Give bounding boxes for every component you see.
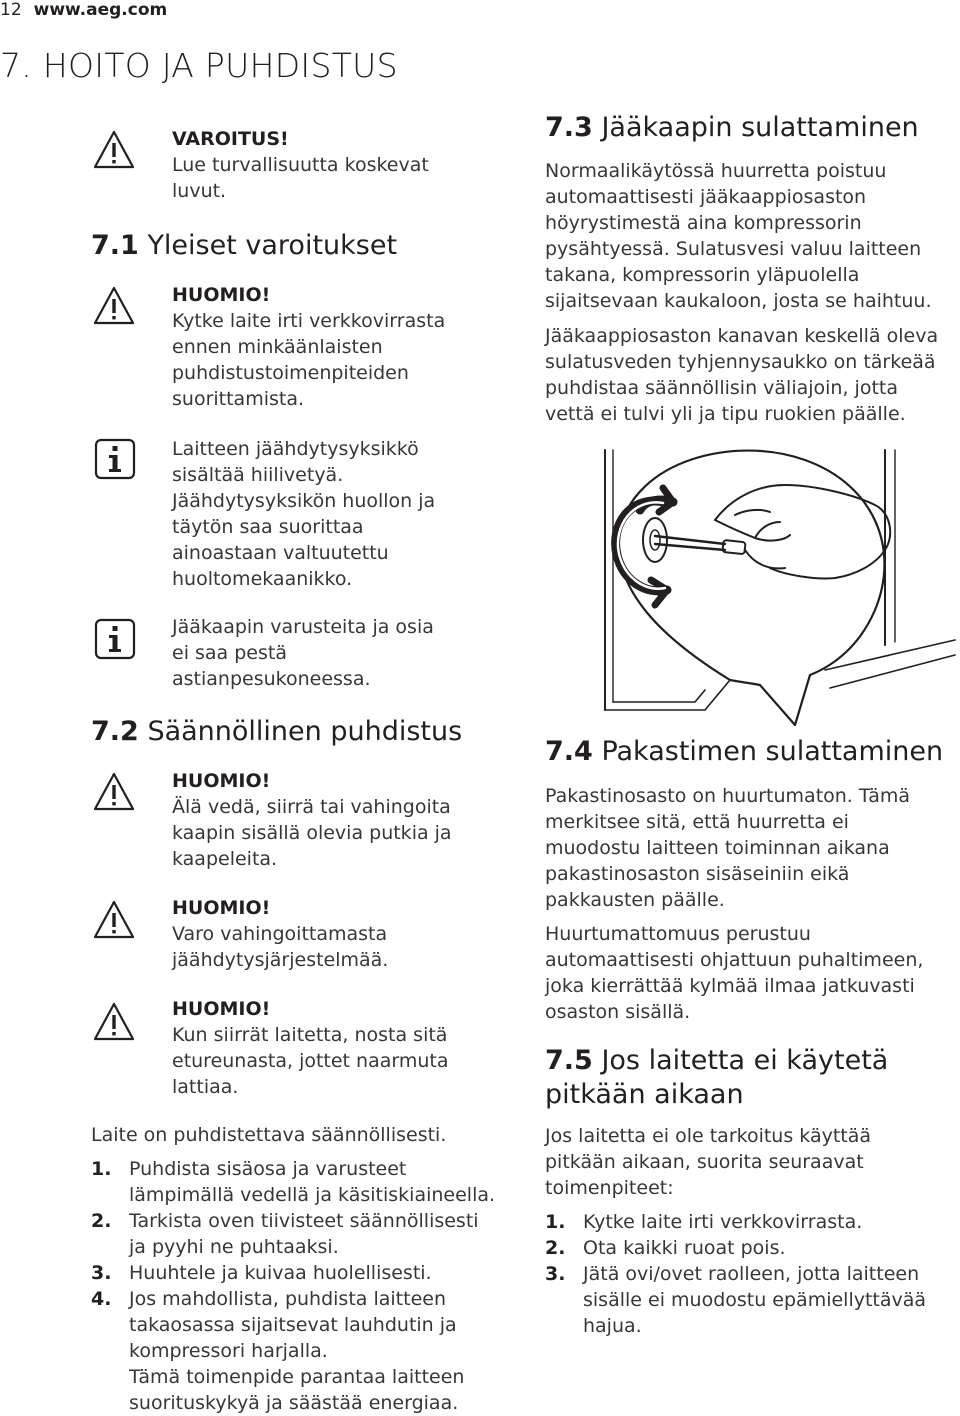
info-text: astianpesukoneessa. bbox=[172, 668, 371, 690]
paragraph-line: takana, kompressorin yläpuolella bbox=[545, 264, 860, 286]
section-7-4-heading bbox=[545, 736, 943, 767]
step-text: Tarkista oven tiivisteet säännöllisesti bbox=[129, 1210, 479, 1232]
info-block bbox=[172, 614, 434, 692]
step-text: Jätä ovi/ovet raolleen, jotta laitteen bbox=[583, 1263, 920, 1285]
caution-text: lattiaa. bbox=[172, 1076, 239, 1098]
paragraph-line: Normaalikäytössä huurretta poistuu bbox=[545, 160, 887, 182]
caution-text: Kun siirrät laitetta, nosta sitä bbox=[172, 1024, 448, 1046]
section-title: Jääkaapin sulattaminen bbox=[601, 112, 919, 143]
caution-text: kaapin sisällä olevia putkia ja bbox=[172, 822, 452, 844]
warning-label: VAROITUS! bbox=[172, 128, 289, 150]
step-text: Kytke laite irti verkkovirrasta. bbox=[583, 1211, 863, 1233]
info-icon bbox=[93, 617, 137, 661]
caution-block bbox=[172, 996, 449, 1100]
section-number: 7.1 bbox=[91, 230, 139, 261]
step-text: Ota kaikki ruoat pois. bbox=[583, 1237, 786, 1259]
page-header bbox=[0, 0, 167, 20]
caution-label: HUOMIO! bbox=[172, 770, 271, 792]
step-number: 3. bbox=[91, 1262, 112, 1284]
section-7-1-heading bbox=[91, 230, 397, 261]
caution-label: HUOMIO! bbox=[172, 284, 271, 306]
warning-text: luvut. bbox=[172, 180, 227, 202]
paragraph bbox=[545, 323, 938, 427]
paragraph bbox=[545, 783, 910, 913]
section-number: 7.5 bbox=[545, 1045, 593, 1076]
intro-text: Laite on puhdistettava säännöllisesti. bbox=[91, 1124, 447, 1146]
section-number: 7.4 bbox=[545, 736, 593, 767]
step-text: sisälle ei muodostu epämiellyttävää bbox=[583, 1289, 927, 1311]
warning-icon bbox=[92, 1000, 136, 1044]
info-text: huoltomekaanikko. bbox=[172, 568, 353, 590]
section-title: Säännöllinen puhdistus bbox=[147, 716, 463, 747]
caution-text: kaapeleita. bbox=[172, 848, 278, 870]
caution-label: HUOMIO! bbox=[172, 897, 271, 919]
paragraph-line: merkitsee sitä, että huurretta ei bbox=[545, 811, 849, 833]
list-item bbox=[545, 1209, 926, 1235]
paragraph-line: automaattisesti ohjattuun puhaltimeen, bbox=[545, 949, 924, 971]
caution-text: suorittamista. bbox=[172, 388, 305, 410]
paragraph-line: sijaitsevaan kaukaloon, josta se haihtuu. bbox=[545, 290, 932, 312]
info-text: täytön saa suorittaa bbox=[172, 516, 364, 538]
step-text: ja pyyhi ne puhtaaksi. bbox=[129, 1236, 339, 1258]
list-item bbox=[91, 1260, 495, 1286]
list-item bbox=[545, 1261, 926, 1339]
caution-text: Varo vahingoittamasta bbox=[172, 923, 388, 945]
section-title: Pakastimen sulattaminen bbox=[601, 736, 944, 767]
info-text: sisältää hiilivetyä. bbox=[172, 464, 344, 486]
info-text: ei saa pestä bbox=[172, 642, 287, 664]
step-number: 3. bbox=[545, 1263, 566, 1285]
warning-icon bbox=[92, 128, 136, 172]
list-item bbox=[545, 1235, 926, 1261]
section-7-2-heading bbox=[91, 716, 462, 747]
caution-text: puhdistustoimenpiteiden bbox=[172, 362, 409, 384]
section-7-5-heading bbox=[545, 1044, 888, 1112]
step-text: kompressori harjalla. bbox=[129, 1340, 328, 1362]
caution-text: Älä vedä, siirrä tai vahingoita bbox=[172, 796, 451, 818]
step-text: lämpimällä vedellä ja käsitiskiaineella. bbox=[129, 1184, 496, 1206]
paragraph-line: höyrystimestä aina kompressorin bbox=[545, 212, 862, 234]
caution-text: etureunasta, jottet naarmuta bbox=[172, 1050, 449, 1072]
paragraph-line: pakkausten päälle. bbox=[545, 889, 725, 911]
info-text: Laitteen jäähdytysyksikkö bbox=[172, 438, 419, 460]
cleaning-steps-list bbox=[91, 1156, 495, 1416]
paragraph-line: muodostu laitteen toiminnan aikana bbox=[545, 837, 890, 859]
paragraph-line: Jos laitetta ei ole tarkoitus käyttää bbox=[545, 1125, 872, 1147]
section-title: Yleiset varoitukset bbox=[147, 230, 398, 261]
info-block bbox=[172, 436, 435, 592]
info-text: ainoastaan valtuutettu bbox=[172, 542, 389, 564]
paragraph-line: osaston sisällä. bbox=[545, 1001, 691, 1023]
paragraph bbox=[545, 921, 923, 1025]
caution-text: ennen minkäänlaisten bbox=[172, 336, 383, 358]
paragraph-line: joka kierrättää kylmää ilmaa jatkuvasti bbox=[545, 975, 915, 997]
paragraph-line: pakastinosaston sisäseiniin eikä bbox=[545, 863, 850, 885]
list-item bbox=[91, 1156, 495, 1208]
paragraph-line: toimenpiteet: bbox=[545, 1177, 674, 1199]
paragraph-line: vettä ei tulvi yli ja tipu ruokien päälle. bbox=[545, 403, 906, 425]
section-number: 7.3 bbox=[545, 112, 593, 143]
step-number: 1. bbox=[545, 1211, 566, 1233]
info-text: Jäähdytysyksikön huollon ja bbox=[172, 490, 436, 512]
step-text: Tämä toimenpide parantaa laitteen bbox=[129, 1366, 465, 1388]
info-text: Jääkaapin varusteita ja osia bbox=[172, 616, 434, 638]
caution-block bbox=[172, 768, 452, 872]
caution-label: HUOMIO! bbox=[172, 998, 271, 1020]
cleaning-intro bbox=[91, 1122, 446, 1148]
header-url: www.aeg.com bbox=[33, 0, 168, 20]
step-text: hajua. bbox=[583, 1315, 642, 1337]
step-text: suorituskykyä ja säästää energiaa. bbox=[129, 1392, 459, 1414]
section-title: Jos laitetta ei käytetä bbox=[601, 1045, 889, 1076]
paragraph-line: puhdistaa säännöllisin väliajoin, jotta bbox=[545, 377, 898, 399]
page-number: 12 bbox=[0, 0, 22, 20]
warning-icon bbox=[92, 898, 136, 942]
warning-icon bbox=[92, 770, 136, 814]
step-number: 2. bbox=[545, 1237, 566, 1259]
section-number: 7.2 bbox=[91, 716, 139, 747]
paragraph-line: Jääkaappiosaston kanavan keskellä oleva bbox=[545, 325, 939, 347]
drain-cleaning-illustration bbox=[555, 440, 960, 730]
step-number: 1. bbox=[91, 1158, 112, 1180]
step-text: Puhdista sisäosa ja varusteet bbox=[129, 1158, 407, 1180]
info-icon bbox=[93, 437, 137, 481]
caution-text: Kytke laite irti verkkovirrasta bbox=[172, 310, 446, 332]
caution-block bbox=[172, 895, 388, 973]
caution-text: jäähdytysjärjestelmää. bbox=[172, 949, 389, 971]
storage-steps-list bbox=[545, 1209, 926, 1339]
chapter-title: 7. HOITO JA PUHDISTUS bbox=[0, 46, 398, 85]
section-7-3-heading bbox=[545, 112, 919, 143]
paragraph-line: automaattisesti jääkaappiosaston bbox=[545, 186, 867, 208]
paragraph-line: Pakastinosasto on huurtumaton. Tämä bbox=[545, 785, 911, 807]
paragraph-line: Huurtumattomuus perustuu bbox=[545, 923, 811, 945]
step-text: takaosassa sijaitsevat lauhdutin ja bbox=[129, 1314, 457, 1336]
paragraph-line: pysähtyessä. Sulatusvesi valuu laitteen bbox=[545, 238, 922, 260]
paragraph bbox=[545, 158, 932, 314]
section-title: pitkään aikaan bbox=[545, 1079, 744, 1110]
list-item bbox=[91, 1208, 495, 1260]
step-number: 2. bbox=[91, 1210, 112, 1232]
warning-block bbox=[172, 126, 429, 204]
step-text: Huuhtele ja kuivaa huolellisesti. bbox=[129, 1262, 432, 1284]
paragraph-line: pitkään aikaan, suorita seuraavat bbox=[545, 1151, 864, 1173]
paragraph bbox=[545, 1123, 871, 1201]
paragraph-line: sulatusveden tyhjennysaukko on tärkeää bbox=[545, 351, 936, 373]
caution-block bbox=[172, 282, 445, 412]
list-item bbox=[91, 1286, 495, 1416]
step-number: 4. bbox=[91, 1288, 112, 1310]
warning-text: Lue turvallisuutta koskevat bbox=[172, 154, 429, 176]
step-text: Jos mahdollista, puhdista laitteen bbox=[129, 1288, 446, 1310]
warning-icon bbox=[92, 284, 136, 328]
